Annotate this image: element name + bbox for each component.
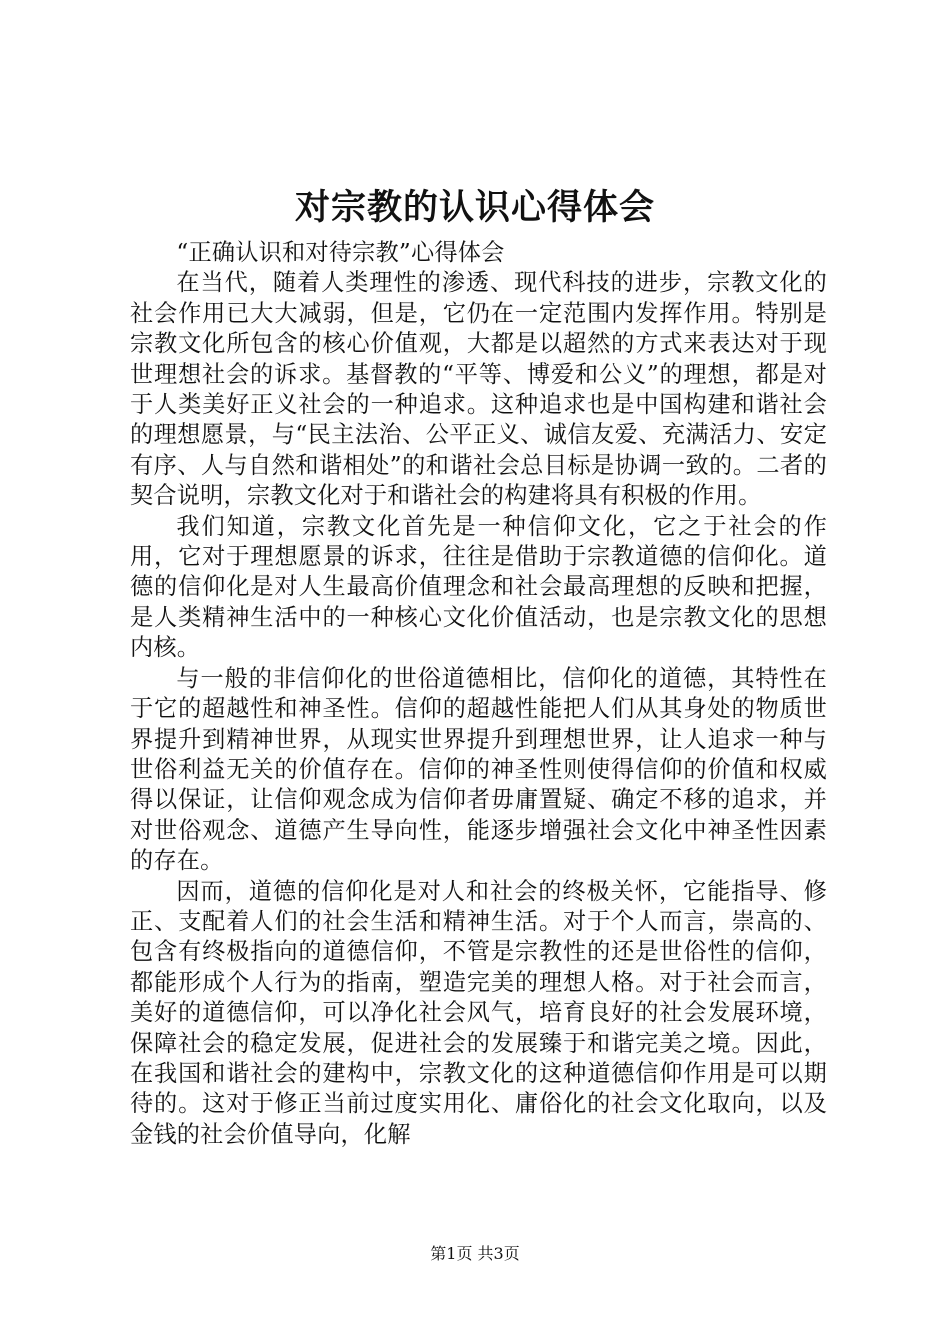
paragraph-2: 我们知道，宗教文化首先是一种信仰文化，它之于社会的作用，它对于理想愿景的诉求，往往是借助于宗教道德的信仰化。道德的信仰化是对人生最高价值理念和社会最高理想的反映和把握，是人类精神生活中的一种核心文化价值活动，也是宗教文化的思想内核。 xyxy=(130,512,827,662)
paragraph-4: 因而，道德的信仰化是对人和社会的终极关怀，它能指导、修正、支配着人们的社会生活和精神生活。对于个人而言，崇高的、包含有终极指向的道德信仰，不管是宗教性的还是世俗性的信仰，都能形成个人行为的指南，塑造完美的理想人格。对于社会而言，美好的道德信仰，可以净化社会风气，培育良好的社会发展环境，保障社会的稳定发展，促进社会的发展臻于和谐完美之境。因此，在我国和谐社会的建构中，宗教文化的这种道德信仰作用是可以期待的。这对于修正当前过度实用化、庸俗化的社会文化取向，以及金钱的社会价值导向，化解 xyxy=(130,877,827,1148)
subheading: “正确认识和对待宗教”心得体会 xyxy=(176,239,505,266)
document-title: 对宗教的认识心得体会 xyxy=(294,188,655,228)
page-number-footer: 第1页 共3页 xyxy=(430,1244,520,1263)
paragraph-1: 在当代，随着人类理性的渗透、现代科技的进步，宗教文化的社会作用已大大减弱，但是，它仍在一定范围内发挥作用。特别是宗教文化所包含的核心价值观，大都是以超然的方式来表达对于现世理想社会的诉求。基督教的“平等、博爱和公义”的理想，都是对于人类美好正义社会的一种追求。这种追求也是中国构建和谐社会的理想愿景，与“民主法治、公平正义、诚信友爱、充满活力、安定有序、人与自然和谐相处”的和谐社会总目标是协调一致的。二者的契合说明，宗教文化对于和谐社会的构建将具有积极的作用。 xyxy=(130,269,827,510)
document-body xyxy=(130,238,827,1150)
paragraph-3: 与一般的非信仰化的世俗道德相比，信仰化的道德，其特性在于它的超越性和神圣性。信仰的超越性能把人们从其身处的物质世界提升到精神世界，从现实世界提升到理想世界，让人追求一种与世俗利益无关的价值存在。信仰的神圣性则使得信仰的价值和权威得以保证，让信仰观念成为信仰者毋庸置疑、确定不移的追求，并对世俗观念、道德产生导向性，能逐步增强社会文化中神圣性因素的存在。 xyxy=(130,664,827,875)
